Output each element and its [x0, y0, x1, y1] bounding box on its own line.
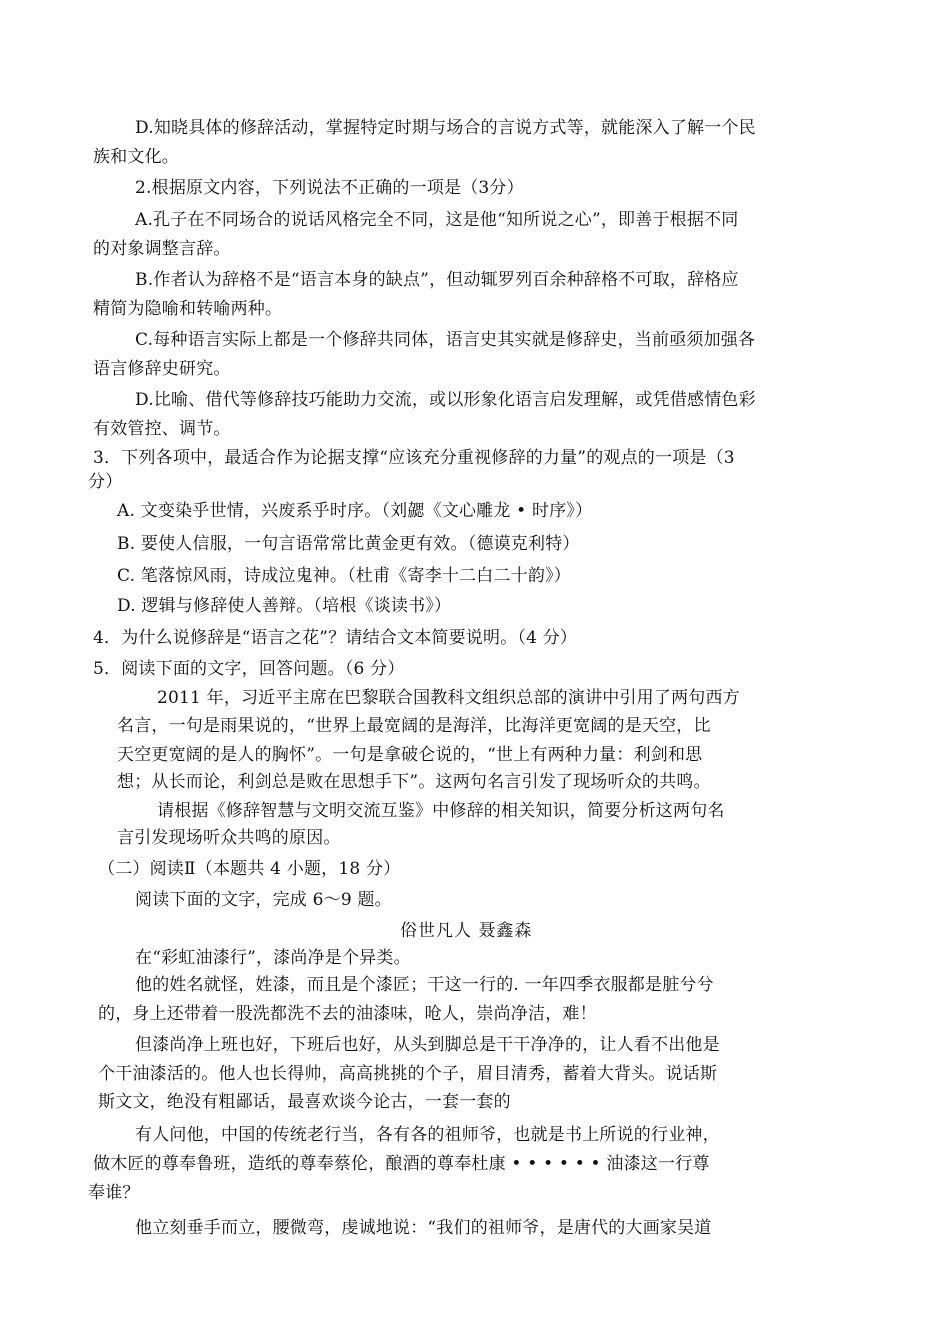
section-heading: （二）阅读Ⅱ（本题共 4 小题，18 分）: [98, 859, 401, 879]
text-line: 2011 年，习近平主席在巴黎联合国教科文组织总部的演讲中引用了两句西方: [157, 688, 740, 708]
option-d: D. 逻辑与修辞使人善辩。（培根《谈读书》）: [117, 596, 452, 616]
text-line: 天空更宽阔的是人的胸怀”。一句是拿破仑说的，“世上有两种力量：利剑和思: [117, 745, 703, 765]
option-a: A.孔子在不同场合的说话风格完全不同，这是他“知所说之心”，即善于根据不同: [135, 210, 739, 230]
text-line: D.知晓具体的修辞活动，掌握特定时期与场合的言说方式等，就能深入了解一个民: [135, 118, 756, 138]
text-line: 的，身上还带着一股洗都洗不去的油漆味，呛人，崇尚净洁，难！: [98, 1004, 597, 1024]
text-line: 想；从长而论，利剑总是败在思想手下”。这两句名言引发了现场听众的共鸣。: [117, 772, 711, 792]
text-line: 斯文文，绝没有粗鄙话，最喜欢谈今论古，一套一套的: [98, 1092, 511, 1112]
text-line: 个干油漆活的。他人也长得帅，高高挑挑的个子，眉目清秀，蓄着大背头。说话斯: [98, 1064, 718, 1084]
text-line: 有效管控、调节。: [93, 419, 231, 439]
story-title: 俗世凡人 聂鑫森: [400, 921, 533, 941]
text-line: 做木匠的尊奉鲁班，造纸的尊奉蔡伦，酿酒的尊奉杜康 • • • • • • 油漆这一行尊: [93, 1154, 710, 1174]
option-b: B.作者认为辞格不是“语言本身的缺点”，但动辄罗列百余种辞格不可取，辞格应: [135, 270, 739, 290]
option-c: C. 笔落惊风雨，诗成泣鬼神。（杜甫《寄李十二白二十韵》）: [117, 566, 572, 586]
text-line: 精简为隐喻和转喻两种。: [93, 299, 283, 319]
question-5: 5．阅读下面的文字，回答问题。（6 分）: [93, 659, 405, 679]
question-4: 4．为什么说修辞是“语言之花”？请结合文本简要说明。（4 分）: [93, 628, 578, 648]
text-line: 奉谁？: [88, 1183, 140, 1203]
option-a: A. 文变染乎世情，兴废系乎时序。（刘勰《文心雕龙 • 时序》）: [117, 501, 593, 521]
text-line: 请根据《修辞智慧与文明交流互鉴》中修辞的相关知识，简要分析这两句名: [157, 801, 725, 821]
text-line: 有人问他，中国的传统老行当，各有各的祖师爷，也就是书上所说的行业神，: [135, 1125, 720, 1145]
question-2: 2.根据原文内容，下列说法不正确的一项是（3分）: [135, 178, 524, 198]
text-line: 言引发现场听众共鸣的原因。: [117, 828, 341, 848]
text-line: 他的姓名就怪，姓漆，而且是个漆匠；干这一行的. 一年四季衣服都是脏兮兮: [135, 975, 714, 995]
text-line: 分）: [88, 472, 123, 492]
text-line: 族和文化。: [93, 147, 179, 167]
text-line: 在“彩虹油漆行”，漆尚净是个异类。: [135, 948, 411, 968]
text-line: 阅读下面的文字，完成 6～9 题。: [135, 890, 392, 910]
option-d: D.比喻、借代等修辞技巧能助力交流，或以形象化语言启发理解，或凭借感情色彩: [135, 390, 756, 410]
text-line: 的对象调整言辞。: [93, 239, 231, 259]
text-line: 名言，一句是雨果说的，“世界上最宽阔的是海洋，比海洋更宽阔的是天空，比: [117, 716, 711, 736]
text-line: 他立刻垂手而立，腰微弯，虔诚地说：“我们的祖师爷，是唐代的大画家吴道: [135, 1218, 712, 1238]
text-line: 但漆尚净上班也好，下班后也好，从头到脚总是干干净净的，让人看不出他是: [135, 1035, 720, 1055]
option-c: C.每种语言实际上都是一个修辞共同体，语言史其实就是修辞史，当前亟须加强各: [135, 330, 756, 350]
question-3: 3．下列各项中，最适合作为论据支撑“应该充分重视修辞的力量”的观点的一项是（3: [93, 448, 735, 468]
option-b: B. 要使人信服，一句言语常常比黄金更有效。（德谟克利特）: [117, 534, 580, 554]
text-line: 语言修辞史研究。: [93, 359, 231, 379]
